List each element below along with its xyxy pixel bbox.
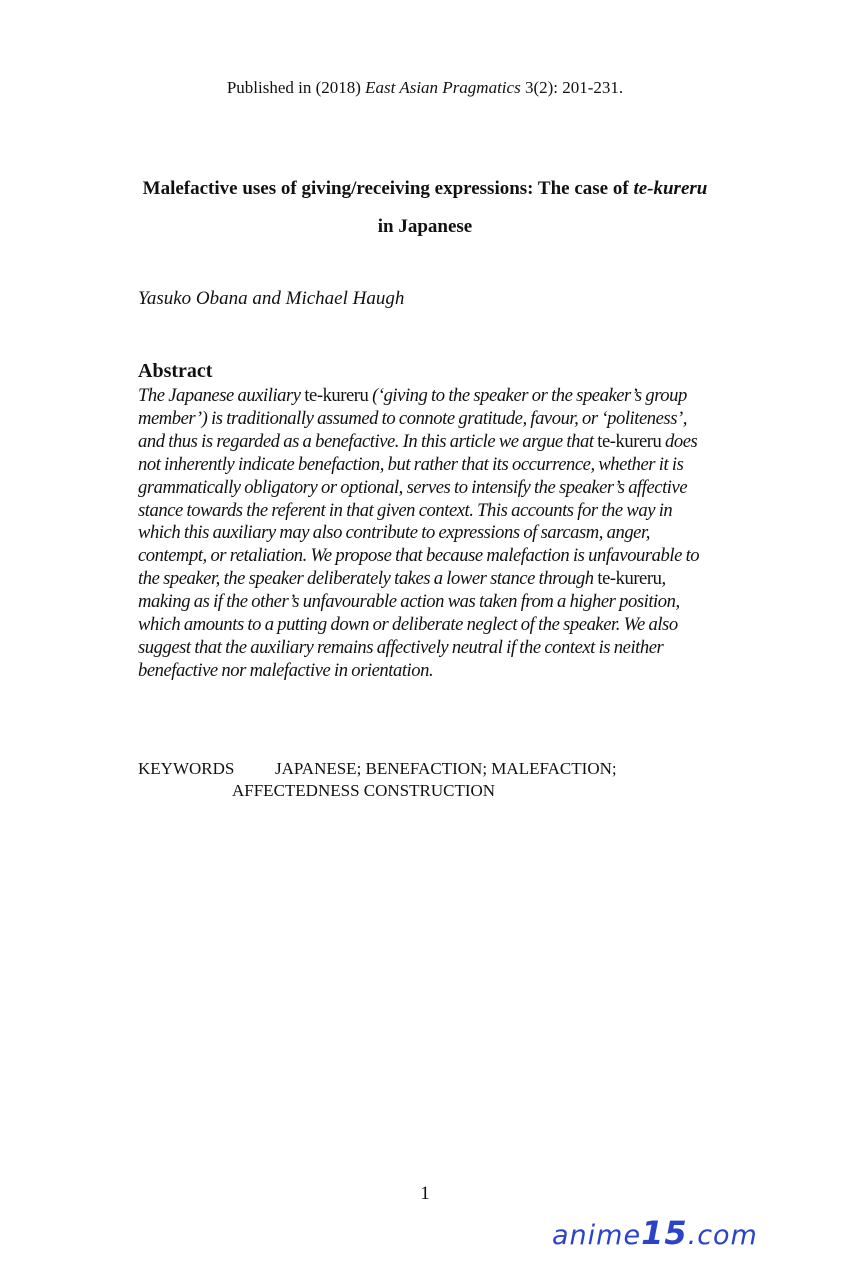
title-term: te-kureru <box>633 178 708 199</box>
abstract-heading: Abstract <box>138 360 213 382</box>
abstract-text-2: (‘giving to the speaker or the speaker’s group member’) is traditionally assumed to connote gratitude, favour, or ‘politeness’, and thus is regarded as a benefactive. In this article we argue that <box>138 385 687 452</box>
journal-name: East Asian Pragmatics <box>365 78 521 97</box>
keywords-list-1: JAPANESE; BENEFACTION; MALEFACTION; <box>275 759 617 778</box>
abstract-term-1: te-kureru <box>304 385 369 406</box>
abstract-text-3: does not inherently indicate benefaction, but rather that its occurrence, whether it is grammatically obligatory or optional, serves to intensify the speaker’s affective stance towards the referent in that given context. This accounts for the way in which this auxiliary may also contribute to expressions of sarcasm, anger, contempt, or retaliation. We propose that because malefaction is unfavourable to the speaker, the speaker deliberately takes a lower stance through <box>138 430 700 590</box>
watermark-logo: anime15.com <box>552 1214 758 1252</box>
publication-info <box>0 78 850 98</box>
publication-prefix: Published in (2018) <box>226 78 366 97</box>
paper-title <box>138 170 712 246</box>
keywords-line-1 <box>138 758 738 780</box>
page-number: 1 <box>420 1183 430 1204</box>
title-main: Malefactive uses of giving/receiving expressions: The case of <box>142 178 634 199</box>
abstract-body <box>138 385 713 683</box>
abstract-text-4: , making as if the other’s unfavourable action was taken from a higher position, which amounts to a putting down or deliberate neglect of the speaker. We also suggest that the auxiliary remains affectively neutral if the context is neither benefactive nor malefactive in orientation. <box>138 568 680 681</box>
keywords-line-2: AFFECTEDNESS CONSTRUCTION <box>232 781 496 800</box>
abstract-text-1: The Japanese auxiliary <box>138 385 305 406</box>
keywords-label: KEYWORDS <box>138 759 235 778</box>
keywords <box>138 758 738 802</box>
publication-suffix: 3(2): 201-231. <box>520 78 624 97</box>
authors: Yasuko Obana and Michael Haugh <box>138 288 405 309</box>
title-tail: in Japanese <box>377 216 473 237</box>
abstract-term-3: te-kureru <box>597 568 662 590</box>
abstract-term-2: te-kureru <box>597 430 662 452</box>
